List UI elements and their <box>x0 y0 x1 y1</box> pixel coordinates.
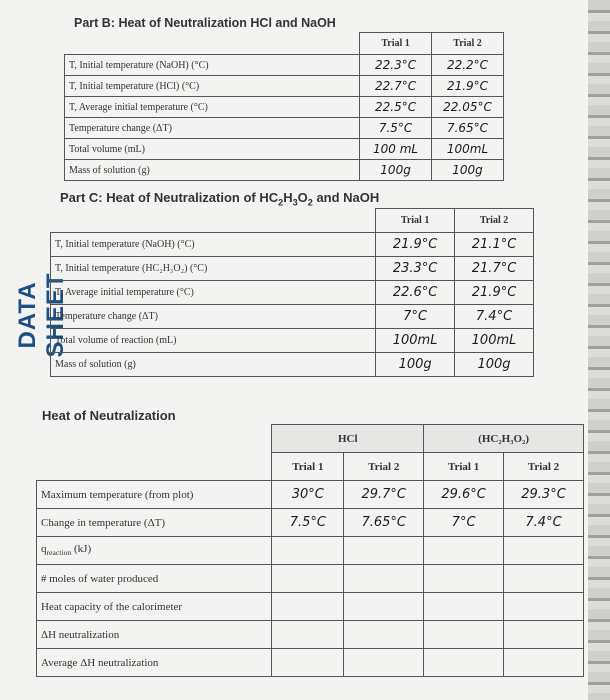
part-c-title: Part C: Heat of Neutralization of $HC_2H_3O_2$ and NaOH <box>60 190 380 208</box>
trial-2-value: 100mL <box>432 139 504 160</box>
row-label: Temperature change (ΔT) <box>51 305 376 329</box>
table-row <box>37 509 584 537</box>
trial-1-value: 100g <box>376 353 455 377</box>
table-row <box>37 593 584 621</box>
hcl-trial-1-value: 7.5°C <box>272 509 344 537</box>
trial-2-value: 22.2°C <box>432 55 504 76</box>
hcl-trial-1-value: 30°C <box>272 481 344 509</box>
acetic-trial-2-value <box>504 565 584 593</box>
table-row <box>65 97 504 118</box>
trial-1-value: 100g <box>360 160 432 181</box>
row-label: T, Initial temperature (NaOH) (°C) <box>51 233 376 257</box>
hcl-trial-1-value <box>272 593 344 621</box>
row-label: Total volume (mL) <box>65 139 360 160</box>
row-label: T, Initial temperature (HC₂H₃O₂) (°C) <box>51 257 376 281</box>
table-row <box>65 139 504 160</box>
row-label: ΔH neutralization <box>37 621 272 649</box>
side-label: DATA SHEET <box>14 272 69 358</box>
row-label: Change in temperature (ΔT) <box>37 509 272 537</box>
acetic-trial-2-value <box>504 593 584 621</box>
acetic-trial-1-value <box>424 621 504 649</box>
trial-2-value: 100g <box>455 353 534 377</box>
row-label: # moles of water produced <box>37 565 272 593</box>
trial-1-value: 7°C <box>376 305 455 329</box>
trial-2-value: 7.4°C <box>455 305 534 329</box>
table-row <box>51 329 534 353</box>
row-label: Mass of solution (g) <box>51 353 376 377</box>
table-row <box>65 160 504 181</box>
hcl-trial-2-value <box>344 593 424 621</box>
acetic-trial-2-value: 29.3°C <box>504 481 584 509</box>
row-label: Average ΔH neutralization <box>37 649 272 677</box>
acetic-trial-2-value <box>504 621 584 649</box>
subheader-trial-1: Trial 1 <box>424 453 504 481</box>
row-label: Heat capacity of the calorimeter <box>37 593 272 621</box>
heat-title: Heat of Neutralization <box>42 408 176 423</box>
trial-2-value: 21.1°C <box>455 233 534 257</box>
acetic-trial-2-value <box>504 649 584 677</box>
part-b-title: Part B: Heat of Neutralization HCl and NaOH <box>74 16 336 30</box>
acetic-trial-1-value <box>424 593 504 621</box>
hcl-trial-2-value <box>344 649 424 677</box>
spiral-binding <box>588 0 610 700</box>
row-label: T, Average initial temperature (°C) <box>65 97 360 118</box>
hcl-trial-1-value <box>272 565 344 593</box>
table-row <box>51 257 534 281</box>
row-label: Total volume of reaction (mL) <box>51 329 376 353</box>
acetic-trial-1-value: 29.6°C <box>424 481 504 509</box>
table-row <box>37 481 584 509</box>
row-label: T, Initial temperature (HCl) (°C) <box>65 76 360 97</box>
trial-2-value: 100mL <box>455 329 534 353</box>
part-c-table <box>50 208 534 377</box>
group-header-hcl: HCl <box>272 425 424 453</box>
table-row <box>37 621 584 649</box>
row-label: $q_{reaction}$ (kJ) <box>37 537 272 565</box>
table-row <box>65 76 504 97</box>
trial-2-value: 100g <box>432 160 504 181</box>
trial-1-value: 21.9°C <box>376 233 455 257</box>
trial-1-value: 100mL <box>376 329 455 353</box>
table-row <box>37 649 584 677</box>
row-label: T, Initial temperature (NaOH) (°C) <box>65 55 360 76</box>
trial-1-value: 23.3°C <box>376 257 455 281</box>
trial-1-value: 22.7°C <box>360 76 432 97</box>
heat-table <box>36 424 584 677</box>
trial-2-value: 22.05°C <box>432 97 504 118</box>
hcl-trial-2-value: 29.7°C <box>344 481 424 509</box>
trial-2-value: 21.7°C <box>455 257 534 281</box>
acetic-trial-1-value: 7°C <box>424 509 504 537</box>
table-row <box>51 353 534 377</box>
trial-1-value: 7.5°C <box>360 118 432 139</box>
part-c-header-trial-1: Trial 1 <box>376 209 455 233</box>
part-b-header-trial-1: Trial 1 <box>360 33 432 55</box>
part-b-table <box>64 32 504 181</box>
hcl-trial-1-value <box>272 621 344 649</box>
acetic-trial-2-value: 7.4°C <box>504 509 584 537</box>
trial-2-value: 7.65°C <box>432 118 504 139</box>
table-row <box>51 281 534 305</box>
row-label: Temperature change (ΔT) <box>65 118 360 139</box>
hcl-trial-2-value <box>344 537 424 565</box>
acetic-trial-2-value <box>504 537 584 565</box>
subheader-trial-1: Trial 1 <box>272 453 344 481</box>
part-b-header-trial-2: Trial 2 <box>432 33 504 55</box>
trial-2-value: 21.9°C <box>432 76 504 97</box>
row-label: T, Average initial temperature (°C) <box>51 281 376 305</box>
acetic-trial-1-value <box>424 649 504 677</box>
acetic-trial-1-value <box>424 565 504 593</box>
table-row <box>37 537 584 565</box>
row-label: Mass of solution (g) <box>65 160 360 181</box>
hcl-trial-1-value <box>272 649 344 677</box>
row-label: Maximum temperature (from plot) <box>37 481 272 509</box>
trial-2-value: 21.9°C <box>455 281 534 305</box>
group-header-acetic-acid: (HC₂H₃O₂) <box>424 425 584 453</box>
trial-1-value: 22.3°C <box>360 55 432 76</box>
acetic-trial-1-value <box>424 537 504 565</box>
subheader-trial-2: Trial 2 <box>344 453 424 481</box>
table-row <box>65 55 504 76</box>
part-c-header-trial-2: Trial 2 <box>455 209 534 233</box>
table-row <box>65 118 504 139</box>
subheader-trial-2: Trial 2 <box>504 453 584 481</box>
trial-1-value: 100 mL <box>360 139 432 160</box>
trial-1-value: 22.6°C <box>376 281 455 305</box>
table-row <box>51 305 534 329</box>
hcl-trial-2-value: 7.65°C <box>344 509 424 537</box>
trial-1-value: 22.5°C <box>360 97 432 118</box>
table-row <box>51 233 534 257</box>
table-row <box>37 565 584 593</box>
hcl-trial-1-value <box>272 537 344 565</box>
hcl-trial-2-value <box>344 565 424 593</box>
hcl-trial-2-value <box>344 621 424 649</box>
